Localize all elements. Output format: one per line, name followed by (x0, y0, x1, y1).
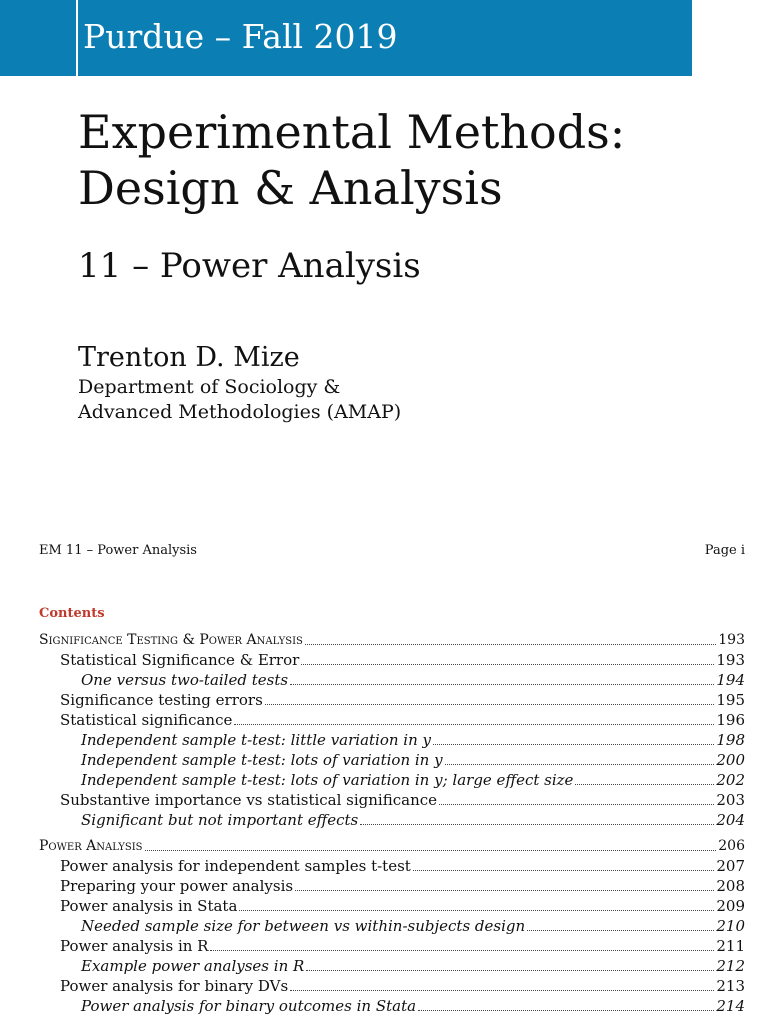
toc-leader-dots (239, 910, 714, 911)
toc-entry-page: 213 (716, 977, 745, 995)
affiliation-line-2: Advanced Methodologies (AMAP) (78, 401, 402, 423)
toc-entry-page: 211 (716, 937, 745, 955)
toc-entry[interactable] (39, 836, 745, 856)
toc-entry-title: Statistical Significance & Error (60, 651, 300, 669)
toc-entry-page: 200 (716, 751, 745, 769)
document-title (78, 104, 625, 216)
toc-leader-dots (360, 824, 714, 825)
toc-entry-page: 202 (716, 771, 745, 789)
toc-entry-title: Substantive importance vs statistical significance (60, 791, 438, 809)
author-name: Trenton D. Mize (78, 342, 300, 373)
toc-entry[interactable] (39, 916, 745, 936)
table-of-contents (39, 630, 745, 1016)
toc-entry-page: 203 (716, 791, 745, 809)
toc-entry-page: 209 (716, 897, 745, 915)
toc-entry-title: Significance testing errors (60, 691, 263, 709)
toc-entry-page: 204 (716, 811, 745, 829)
toc-leader-dots (445, 764, 715, 765)
toc-entry-title: Power analysis in R (60, 937, 209, 955)
toc-leader-dots (290, 684, 714, 685)
toc-entry[interactable] (39, 750, 745, 770)
toc-leader-dots (295, 890, 714, 891)
toc-leader-dots (306, 970, 714, 971)
toc-leader-dots (210, 950, 714, 951)
toc-entry[interactable] (39, 790, 745, 810)
toc-entry[interactable] (39, 630, 745, 650)
toc-entry-page: 207 (716, 857, 745, 875)
title-line-2: Design & Analysis (78, 161, 503, 215)
toc-entry-title: Independent sample t-test: lots of variation in y (81, 751, 443, 769)
banner-divider (76, 0, 78, 76)
toc-entry-page: 198 (716, 731, 745, 749)
toc-entry[interactable] (39, 650, 745, 670)
toc-entry-title: Power analysis for independent samples t-test (60, 857, 411, 875)
toc-entry-title: One versus two-tailed tests (81, 671, 289, 689)
contents-heading: Contents (39, 606, 105, 621)
toc-entry-title: Power Analysis (39, 838, 143, 854)
toc-leader-dots (439, 804, 714, 805)
toc-entry-title: Independent sample t-test: lots of variation in y; large effect size (81, 771, 574, 789)
page-header-title: EM 11 – Power Analysis (39, 543, 197, 558)
toc-entry-page: 193 (718, 632, 745, 648)
toc-entry[interactable] (39, 876, 745, 896)
toc-entry-page: 212 (716, 957, 745, 975)
toc-entry-page: 196 (716, 711, 745, 729)
toc-entry-title: Preparing your power analysis (60, 877, 294, 895)
toc-leader-dots (290, 990, 714, 991)
toc-entry-title: Power analysis in Stata (60, 897, 238, 915)
toc-leader-dots (145, 850, 717, 851)
toc-entry-title: Significance Testing & Power Analysis (39, 632, 303, 648)
author-affiliation (78, 375, 401, 425)
toc-leader-dots (413, 870, 715, 871)
toc-entry-page: 210 (716, 917, 745, 935)
toc-entry[interactable] (39, 770, 745, 790)
toc-leader-dots (418, 1010, 714, 1011)
toc-entry[interactable] (39, 896, 745, 916)
toc-leader-dots (433, 744, 714, 745)
banner-title: Purdue – Fall 2019 (83, 17, 398, 56)
toc-entry-title: Example power analyses in R (81, 957, 305, 975)
toc-entry[interactable] (39, 690, 745, 710)
toc-entry[interactable] (39, 670, 745, 690)
toc-entry-page: 206 (718, 838, 745, 854)
toc-leader-dots (234, 724, 714, 725)
toc-entry-title: Significant but not important effects (81, 811, 359, 829)
toc-entry[interactable] (39, 936, 745, 956)
toc-leader-dots (265, 704, 715, 705)
toc-entry-title: Power analysis for binary DVs (60, 977, 289, 995)
toc-leader-dots (527, 930, 714, 931)
toc-entry-page: 208 (716, 877, 745, 895)
toc-entry[interactable] (39, 810, 745, 830)
affiliation-line-1: Department of Sociology & (78, 376, 341, 398)
title-banner (0, 0, 692, 76)
toc-entry-title: Statistical significance (60, 711, 233, 729)
toc-entry-page: 193 (716, 651, 745, 669)
toc-entry-page: 214 (716, 997, 745, 1015)
document-subtitle: 11 – Power Analysis (78, 246, 421, 286)
toc-leader-dots (575, 784, 714, 785)
toc-entry[interactable] (39, 976, 745, 996)
toc-entry[interactable] (39, 956, 745, 976)
title-line-1: Experimental Methods: (78, 105, 626, 159)
toc-entry-title: Power analysis for binary outcomes in Stata (81, 997, 417, 1015)
toc-entry-title: Needed sample size for between vs within-subjects design (81, 917, 526, 935)
page-number: Page i (704, 543, 745, 558)
toc-entry[interactable] (39, 996, 745, 1016)
toc-entry-page: 195 (716, 691, 745, 709)
toc-entry-page: 194 (716, 671, 745, 689)
toc-entry[interactable] (39, 856, 745, 876)
toc-leader-dots (301, 664, 714, 665)
toc-leader-dots (305, 644, 716, 645)
toc-entry-title: Independent sample t-test: little variation in y (81, 731, 432, 749)
toc-entry[interactable] (39, 710, 745, 730)
toc-entry[interactable] (39, 730, 745, 750)
